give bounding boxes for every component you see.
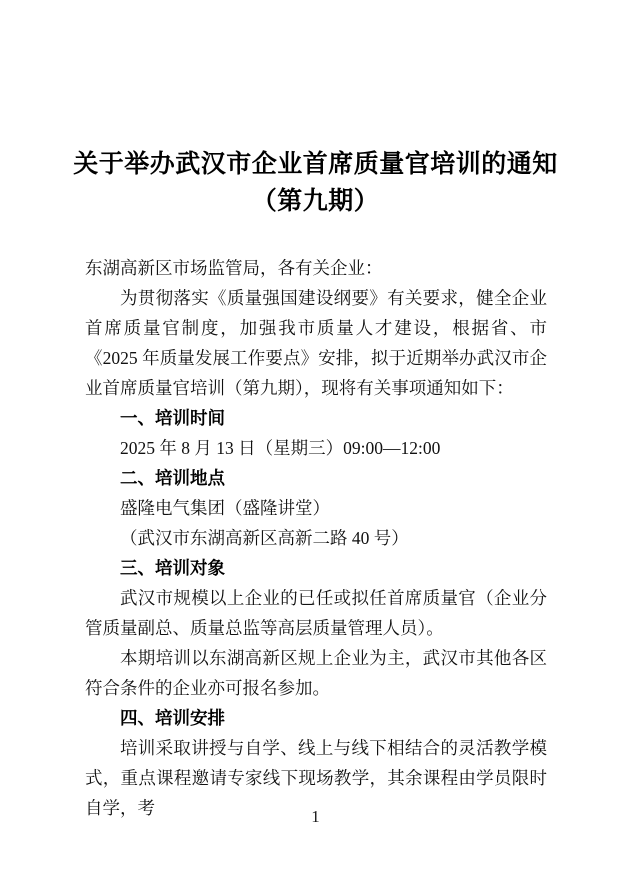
section-heading-training-time: 一、培训时间 bbox=[120, 408, 225, 428]
training-audience-paragraph-2: 本期培训以东湖高新区规上企业为主，武汉市其他各区符合条件的企业亦可报名参加。 bbox=[85, 648, 547, 698]
section-heading-training-audience: 三、培训对象 bbox=[120, 558, 225, 578]
document-title bbox=[0, 0, 631, 220]
document-title-line1: 关于举办武汉市企业首席质量官培训的通知 bbox=[73, 151, 558, 178]
section-heading-training-venue: 二、培训地点 bbox=[120, 468, 225, 488]
document-body bbox=[85, 253, 547, 823]
training-audience-paragraph-1: 武汉市规模以上企业的已任或拟任首席质量官（企业分管质量副总、质量总监等高层质量管理人员）。 bbox=[85, 588, 547, 638]
training-venue-paragraph: 盛隆电气集团（盛隆讲堂） bbox=[120, 498, 330, 518]
training-time-paragraph: 2025 年 8 月 13 日（星期三）09:00—12:00 bbox=[120, 438, 441, 458]
salutation-line: 东湖高新区市场监管局，各有关企业： bbox=[85, 258, 383, 278]
section-heading-training-arrangement: 四、培训安排 bbox=[120, 708, 225, 728]
document-title-line2: （第九期） bbox=[251, 188, 380, 215]
training-venue-address-paragraph: （武汉市东湖高新区高新二路 40 号） bbox=[120, 528, 409, 548]
training-arrangement-paragraph: 培训采取讲授与自学、线上与线下相结合的灵活教学模式，重点课程邀请专家线下现场教学，其余课程由学员限时自学，考 bbox=[85, 738, 547, 818]
intro-paragraph: 为贯彻落实《质量强国建设纲要》有关要求，健全企业首席质量官制度，加强我市质量人才建设，根据省、市《2025 年质量发展工作要点》安排，拟于近期举办武汉市企业首席质量官培训（第九期），现将有关事项通知如下： bbox=[85, 288, 547, 398]
page-number: 1 bbox=[311, 807, 320, 826]
